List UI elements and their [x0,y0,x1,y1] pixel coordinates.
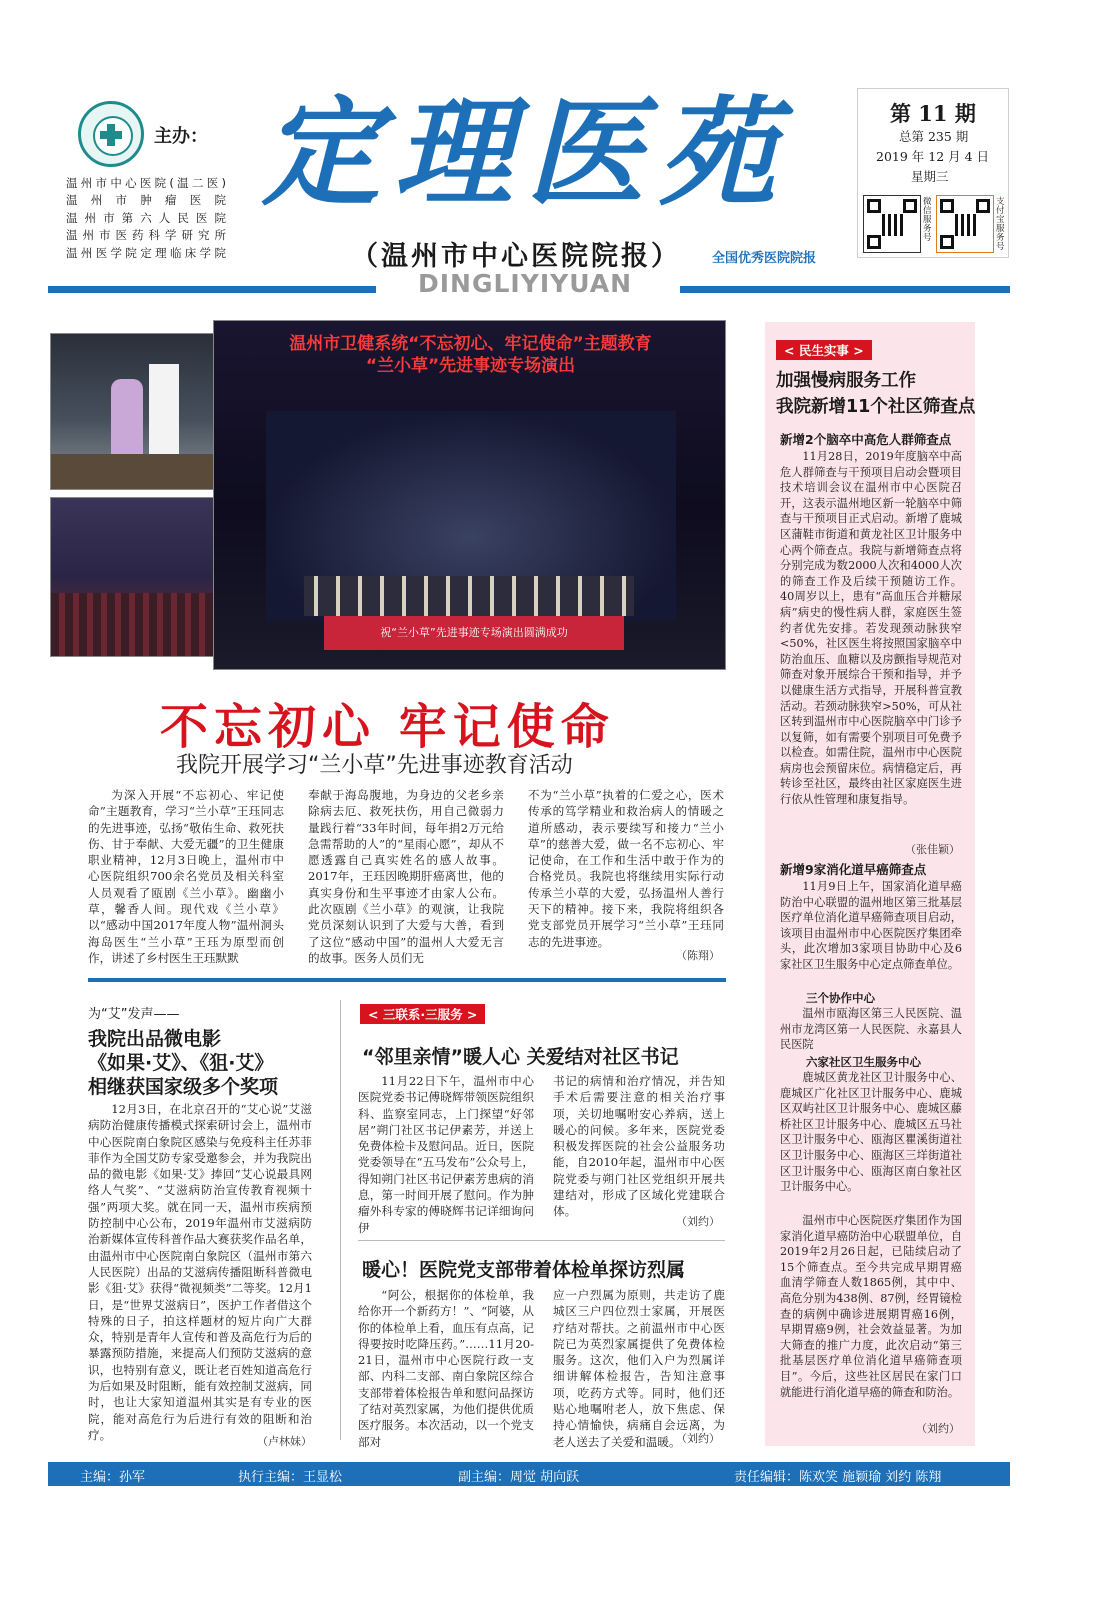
community-col1: 11月22日下午，温州市中心医院党委书记傅晓辉带领医院组织科、监察室同志，上门探望“好邻居”朔门社区书记伊素芳，并送上免费体检卡及慰问品。近日，医院党委领导在“五马发布”公众号上，得知朔门社区书记伊素芳患病的消息，第一时间开展了慰问。作为肿瘤外科专家的傅晓辉书记详细询问伊 [358,1074,534,1235]
award-label: 全国优秀医院院报 [712,251,817,266]
footer-exec-editor: 执行主编：王显松 [238,1470,343,1485]
main-article-col2: 奉献于海岛腹地，为身边的父老乡亲除病去厄、救死扶伤，用自己微弱力量践行着“33年时间，每年捐2万元给急需帮助的人”的“星雨心愿”，却从不愿透露自己真实姓名的感人故事。2017年，王珏因晚期肝癌离世，他的真实身份和生平事迹才由家人公布。此次瓯剧《兰小草》的观演，让我院党员深刻认识到了大爱与大善，看到了这位“感动中国”的温州人大爱无言的故事。医务人员们无 [308,788,504,965]
hospital-logo [78,101,144,167]
community-headline: “邻里亲情”暖人心 关爱结对社区书记 [362,1046,679,1068]
main-article-col1: 为深入开展“不忘初心、牢记使命”主题教育，学习“兰小草”王珏同志的先进事迹，弘扬“敬佑生命、救死扶伤、甘于奉献、大爱无疆”的卫生健康职业精神，12月3日晚上，温州市中心医院组织700余名党员及相关科室人员观看了瓯剧《兰小草》。幽幽小草，馨香人间。现代戏《兰小草》以“感动中国2017年度人物”温州洞头海岛医生“兰小草”王珏为原型而创作，讲述了乡村医生王珏默默 [88,788,284,965]
community-col2: 书记的病情和治疗情况，并告知手术后需要注意的相关治疗事项，关切地嘱咐安心养病，送上暖心的问候。多年来，医院党委积极发挥医院的社会公益服务功能，自2010年起，温州市中心医院党委与朔门社区党组织开展共建结对，形成了区域化党建联合体。 [553,1074,725,1219]
community-tag: < 三联系·三服务 > [360,1004,485,1024]
alipay-qr-code[interactable] [936,195,994,253]
host-item: 温州医学院定理临床学院 [66,245,226,260]
film-kicker: 为“艾”发声—— [88,1007,180,1022]
qr1-label: 微信服务号 [923,197,932,243]
section-divider [88,978,726,982]
side-body-3: 温州市瓯海区第三人民医院、温州市龙湾区第一人民医院、永嘉县人民医院 [780,1007,962,1052]
visit-col2: 应一户烈属为原则，共走访了鹿城区三户四位烈士家属，开展医疗结对帮扶。之前温州市中心医院已为英烈家属提供了免费体检服务。这次，他们入户为烈属详细讲解体检报告，告知注意事项，吃药方式等。同时，他们还贴心地嘱咐老人，放下焦虑、保持心情愉快，病痛自会远离，为老人送去了关爱和温暖。 [553,1288,725,1449]
column-rule [340,1000,341,1440]
side-subhead-2: 新增9家消化道早癌筛查点 [780,862,927,877]
side-subhead-3: 三个协作中心 [806,991,875,1005]
side-subhead-1: 新增2个脑卒中高危人群筛查点 [780,432,952,447]
host-item: 温州市中心医院(温二医) [66,176,226,190]
side-signature-1: （张佳颖） [905,843,960,856]
visit-col1: “阿公，根据你的体检单，我给你开一个新药方！”、“阿婆，从你的体检单上看，血压有点高，记得要按时吃降压药。”……11月20-21日，温州市中心医院行政一支部、内科二支部、南白象院区综合支部带着体检报告单和慰问品探访了结对英烈家属，为他们提供优质医疗服务。本次活动，以一个党支部对 [358,1288,534,1449]
film-headline-2: 《如果·艾》、《狙·艾》 [88,1052,274,1074]
film-headline-3: 相继获国家级多个奖项 [88,1076,279,1098]
side-headline-1: 加强慢病服务工作 [776,371,916,391]
stage-banner: 祝“兰小草”先进事迹专场演出圆满成功 [324,616,624,650]
total-issue: 总第 235 期 [899,129,969,144]
masthead-subtitle: （温州市中心医院院报） [351,241,681,272]
qr2-label: 支付宝服务号 [996,197,1005,252]
masthead-pinyin: DINGLIYIYUAN [418,269,633,298]
main-article-col3: 不为“兰小草”执着的仁爱之心，医术传承的笃学精业和救治病人的情暖之道所感动，表示要续写和接力“兰小草”的慈善大爱，做一名不忘初心、牢记使命，在工作和生活中敢于作为的合格党员。我院也将继续用实际行动传承兰小草的大爱，弘扬温州人善行天下的精神。接下来，我院将组织各党支部党员开展学习“兰小草”王珏同志的先进事迹。 [528,788,724,949]
side-body-5: 温州市中心医院医疗集团作为国家消化道早癌防治中心联盟单位，自2019年2月26日起，已陆续启动了15个筛查点。至今共完成早期胃癌血清学筛查人数1865例，其中中、高危分别为438例、87例，经胃镜检查的病例中确诊进展期胃癌16例，早期胃癌9例，社会效益显著。为加大筛查的推广力度，此次启动“第三批基层医疗单位消化道早癌筛查项目”。今后，这些社区居民在家门口就能进行消化道早癌的筛查和防治。 [780,1214,962,1399]
issue-date: 2019 年 12 月 4 日 [876,149,990,164]
main-headline: 不忘初心 牢记使命 [160,699,615,755]
side-signature-2: （刘约） [916,1422,960,1435]
host-item: 温州市肿瘤医院 [66,193,226,208]
issue-weekday: 星期三 [911,169,949,184]
masthead-footer [48,1462,1010,1486]
main-stage-photo [213,320,726,670]
footer-editors: 责任编辑：陈欢笑 施颖瑜 刘约 陈翔 [734,1470,942,1485]
community-signature: （刘约） [676,1215,720,1228]
host-item: 温州市第六人民医院 [66,210,226,225]
main-article-signature: （陈翔） [676,949,720,962]
main-subheadline: 我院开展学习“兰小草”先进事迹教育活动 [176,753,573,778]
side-body-4: 鹿城区黄龙社区卫计服务中心、鹿城区广化社区卫计服务中心、鹿城区双屿社区卫计服务中心、鹿城区藤桥社区卫计服务中心、鹿城区五马社区卫计服务中心、瓯海区瞿溪街道社区卫计服务中心、瓯海区三垟街道社区卫计服务中心、瓯海区南白象社区卫计服务中心。 [780,1071,962,1194]
header-rule-right [680,286,1010,293]
banner-line-1: 温州市卫健系统“不忘初心、牢记使命”主题教育 [289,334,652,354]
host-item: 温州市医药科学研究所 [66,228,226,243]
visit-signature: （刘约） [676,1432,720,1445]
host-list [66,175,226,262]
film-article-signature: （卢林妹） [257,1435,312,1448]
side-body-1: 11月28日，2019年度脑卒中高危人群筛查与干预项目启动会暨项目技术培训会议在温州市中心医院召开，这表示温州地区新一轮脑卒中筛查与干预项目正式启动。新增了鹿城区蒲鞋市街道和黄龙社区卫计服务中心两个筛查点。我院与新增筛查点将分别完成为数2000人次和4000人次的筛查工作及后续干预随访工作。40周岁以上，患有“高血压合并糖尿病”病史的慢性病人群，家庭医生签约者优先安排。若发现颈动脉狭窄<50%，社区医生将按照国家脑卒中防治血压、血糖以及房颤指导规范对筛查对象开展综合干预和指导，并予以健康生活方式指导，开展科普宣教活动。若颈动脉狭窄>50%，可从社区转到温州市中心医院脑卒中门诊予以复筛，如有需要个别项目可免费予以检查。如需住院，温州市中心医院病房也会预留床位。病情稳定后，再转诊至社区，最终由社区家庭医生进行依从性管理和康复指导。 [780,450,962,807]
article-rule [358,1240,725,1241]
masthead-title: 定理医苑 [262,83,791,222]
side-tag: < 民生实事 > [776,340,872,360]
footer-deputy-editor: 副主编：周觉 胡向跃 [458,1470,580,1485]
host-label: 主办： [154,126,208,147]
side-headline-2: 我院新增11个社区筛查点 [776,397,976,417]
footer-chief-editor: 主编：孙军 [80,1470,146,1485]
banner-line-2: “兰小草”先进事迹专场演出 [365,356,576,376]
wechat-qr-code[interactable] [863,195,921,253]
film-article-body: 12月3日，在北京召开的“艾心说”艾滋病防治健康传播模式探索研讨会上，温州市中心医院南白象院区感染与免疫科主任苏菲菲作为全国艾防专家受邀参会，并为我院出品的微电影《如果·艾》捧回“艾心说最具网络人气奖”、“艾滋病防治宣传教育视频十强”两项大奖。就在同一天，温州市疾病预防控制中心公布，2019年温州市艾滋病防治新媒体宣传科普作品大赛获奖作品名单，由温州市中心医院南白象院区（温州市第六人民医院）出品的艾滋病传播阻断科普微电影《狙·艾》获得“微视频类”二等奖。12月1日，是“世界艾滋病日”，医护工作者借这个特殊的日子，拍这样题材的短片向广大群众，特别是青年人宣传和普及高危行为后的暴露预防措施，来提高人们预防艾滋病的意识，也特别有意义，既让老百姓知道高危行为后如果及时阻断，能有效控制艾滋病，同时，也让大家知道温州其实是有专业的医院，能对高危行为后进行有效的阻断和治疗。 [88,1102,312,1442]
header-rule-left [48,286,376,293]
film-headline-1: 我院出品微电影 [88,1028,222,1050]
visit-headline: 暖心！医院党支部带着体检单探访烈属 [362,1259,686,1281]
issue-number: 第 11 期 [890,101,976,126]
side-body-2: 11月9日上午，国家消化道早癌防治中心联盟的温州地区第三批基层医疗单位消化道早癌筛查项目启动，该项目由温州市中心医院医疗集团牵头，此次增加3家项目协助中心及6家社区卫生服务中心定点筛查单位。 [780,880,962,971]
side-subhead-4: 六家社区卫生服务中心 [806,1055,921,1069]
